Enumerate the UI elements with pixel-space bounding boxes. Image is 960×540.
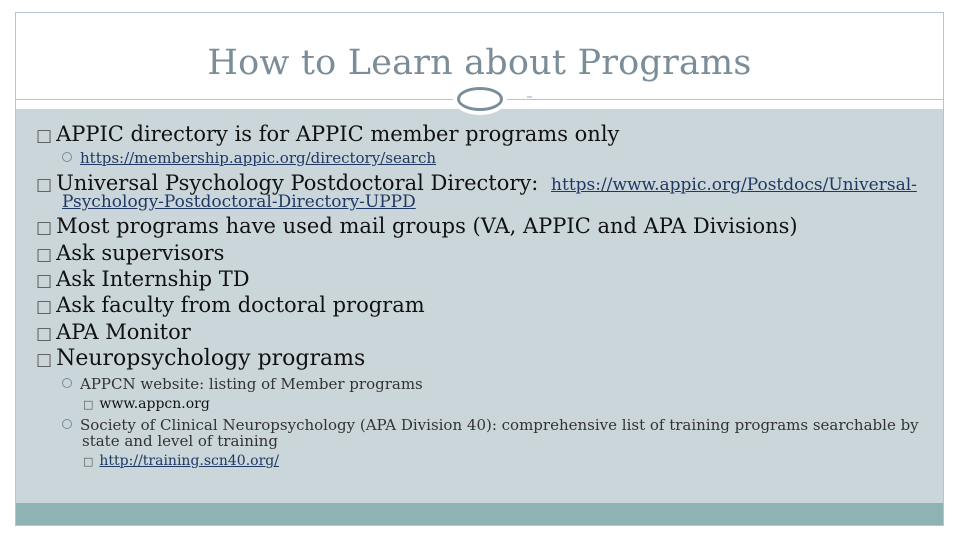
square-bullet-icon: □ (36, 297, 53, 317)
uppd-link-part2[interactable]: Psychology-Postdoctoral-Directory-UPPD (62, 192, 416, 212)
footer-band (16, 503, 943, 525)
bullet-text: Neuropsychology programs (56, 346, 366, 371)
badge-inner-ring-icon (457, 87, 503, 111)
scn40-link[interactable]: http://training.scn40.org/ (99, 453, 279, 469)
bullet-appic-directory (36, 122, 619, 146)
bullet-neuropsychology (36, 346, 365, 371)
square-bullet-icon: □ (36, 324, 53, 344)
bullet-text: Most programs have used mail groups (VA, APPIC and APA Divisions) (56, 214, 798, 238)
badge-dot-icon (527, 96, 532, 98)
square-bullet-icon: □ (83, 398, 94, 411)
bullet-text: APPIC directory is for APPIC member programs only (56, 122, 620, 146)
bullet-text: Ask Internship TD (56, 267, 250, 291)
square-bullet-icon: □ (36, 350, 53, 370)
sub-bullet-text: Society of Clinical Neuropsychology (APA Division 40): comprehensive list of training programs searchable by (80, 416, 919, 434)
bullet-internship-td (36, 267, 250, 291)
bullet-apa-monitor (36, 320, 191, 344)
uppd-link-part1[interactable]: https://www.appic.org/Postdocs/Universal- (551, 175, 917, 195)
bullet-text: Ask supervisors (56, 241, 225, 265)
bullet-text: Ask faculty from doctoral program (56, 293, 425, 317)
sub-bullet-appic-link (62, 149, 436, 167)
sub-sub-bullet-scn (83, 453, 279, 469)
circle-bullet-icon (62, 378, 72, 388)
sub-bullet-scn-line2: state and level of training (82, 432, 278, 450)
uppd-link-line2 (62, 192, 416, 212)
bullet-text: Universal Psychology Postdoctoral Directory: (56, 171, 539, 195)
bullet-text: APA Monitor (56, 320, 191, 344)
appic-directory-link[interactable]: https://membership.appic.org/directory/search (80, 149, 437, 167)
circle-bullet-icon (62, 419, 72, 429)
sub-bullet-text: APPCN website: listing of Member programs (80, 375, 423, 393)
bullet-faculty (36, 293, 425, 317)
square-bullet-icon: □ (36, 245, 53, 265)
square-bullet-icon: □ (36, 271, 53, 291)
sub-bullet-appcn (62, 375, 423, 393)
square-bullet-icon: □ (36, 126, 53, 146)
square-bullet-icon: □ (36, 175, 53, 195)
bullet-mail-groups (36, 214, 798, 238)
slide-title: How to Learn about Programs (207, 43, 752, 83)
bullet-supervisors (36, 241, 224, 265)
square-bullet-icon: □ (83, 455, 94, 468)
circle-bullet-icon (62, 152, 72, 162)
sub-sub-bullet-appcn (83, 396, 210, 412)
appcn-link[interactable]: www.appcn.org (99, 396, 210, 412)
square-bullet-icon: □ (36, 218, 53, 238)
